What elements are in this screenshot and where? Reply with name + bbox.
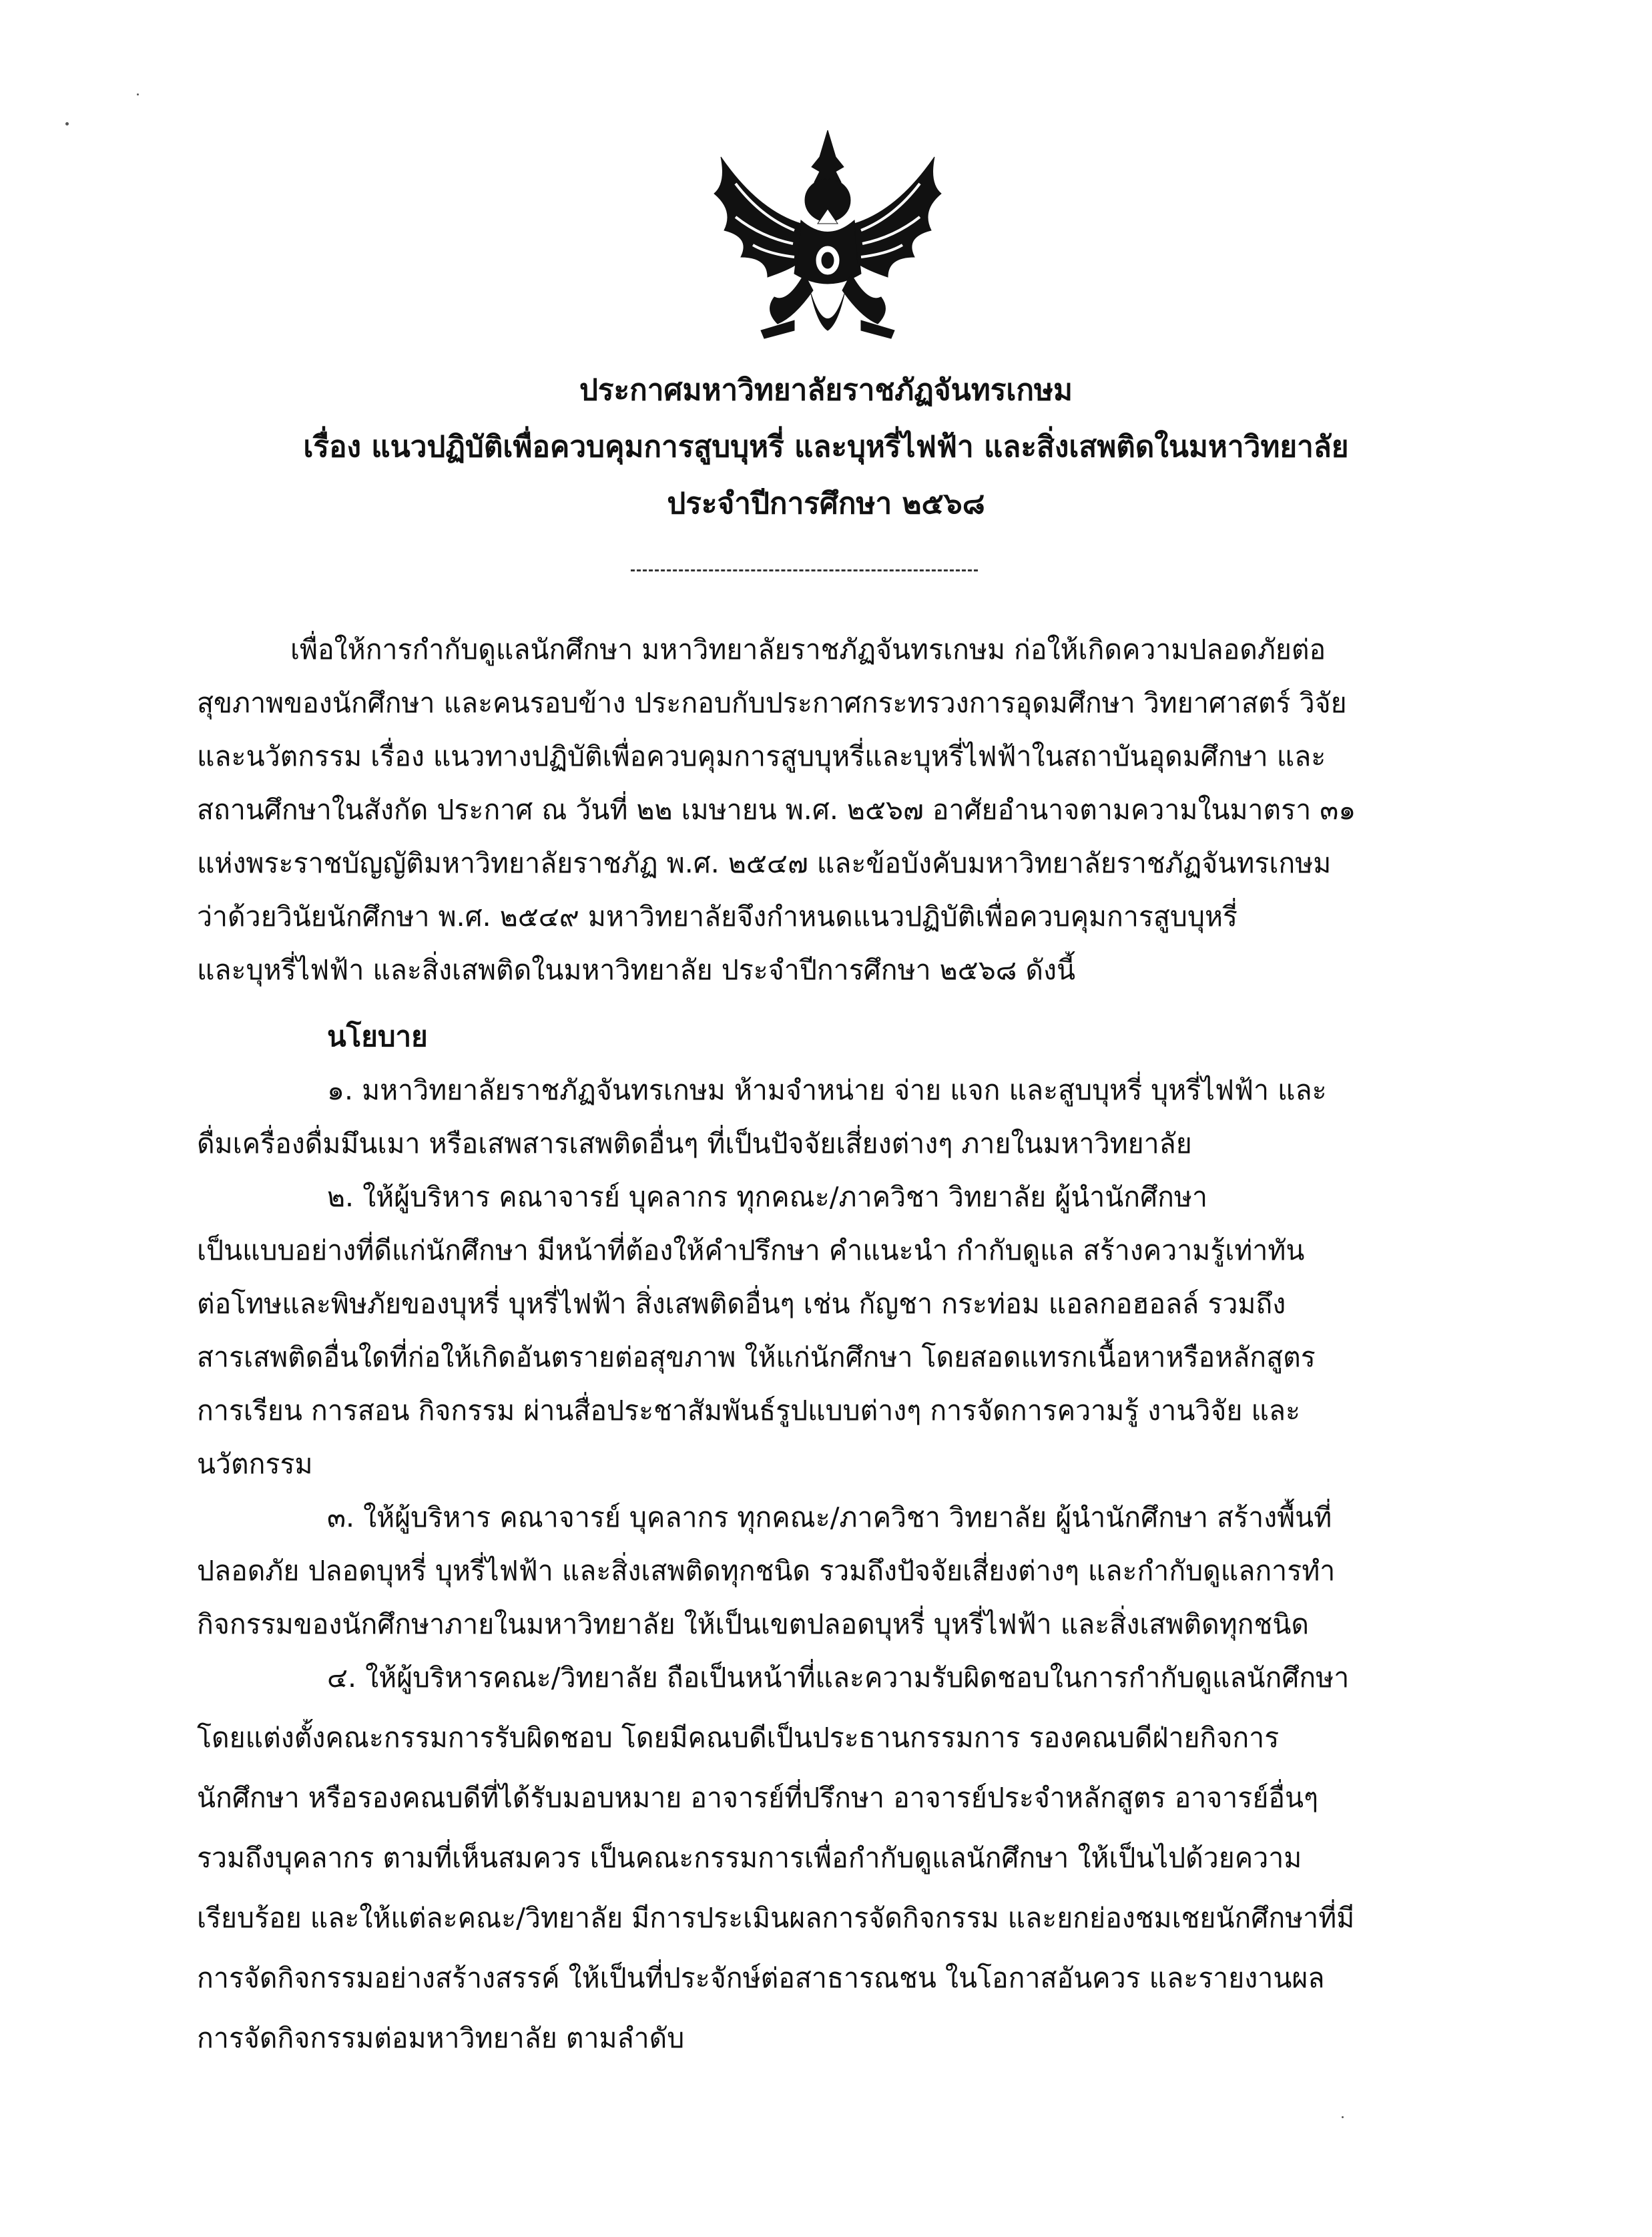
policy-line: นวัตกรรม [197,1448,313,1480]
scan-speck [1342,2116,1344,2118]
policy-line: ๓. ให้ผู้บริหาร คณาจารย์ บุคลากร ทุกคณะ/ภาควิชา วิทยาลัย ผู้นำนักศึกษา สร้างพื้นที่ [327,1501,1332,1533]
title-line-3: ประจำปีการศึกษา ๒๕๖๘ [667,487,985,521]
policy-line: การเรียน การสอน กิจกรรม ผ่านสื่อประชาสัมพันธ์รูปแบบต่างๆ การจัดการความรู้ งานวิจัย และ [197,1395,1301,1427]
intro-line: และนวัตกรรม เรื่อง แนวทางปฏิบัติเพื่อควบคุมการสูบบุหรี่และบุหรี่ไฟฟ้าในสถาบันอุดมศึกษา และ [197,740,1326,772]
policy-line: นักศึกษา หรือรองคณบดีที่ได้รับมอบหมาย อาจารย์ที่ปรึกษา อาจารย์ประจำหลักสูตร อาจารย์อื่นๆ [197,1782,1319,1814]
intro-line: ว่าด้วยวินัยนักศึกษา พ.ศ. ๒๕๔๙ มหาวิทยาลัยจึงกำหนดแนวปฏิบัติเพื่อควบคุมการสูบบุหรี่ [197,901,1238,933]
policy-line: เรียบร้อย และให้แต่ละคณะ/วิทยาลัย มีการประเมินผลการจัดกิจกรรม และยกย่องชมเชยนักศึกษาที่มี [197,1902,1355,1934]
intro-line: สุขภาพของนักศึกษา และคนรอบข้าง ประกอบกับประกาศกระทรวงการอุดมศึกษา วิทยาศาสตร์ วิจัย [197,687,1347,719]
policy-line: ๒. ให้ผู้บริหาร คณาจารย์ บุคลากร ทุกคณะ/ภาควิชา วิทยาลัย ผู้นำนักศึกษา [327,1181,1208,1213]
intro-line: เพื่อให้การกำกับดูแลนักศึกษา มหาวิทยาลัยราชภัฏจันทรเกษม ก่อให้เกิดความปลอดภัยต่อ [290,634,1326,666]
policy-line: กิจกรรมของนักศึกษาภายในมหาวิทยาลัย ให้เป็นเขตปลอดบุหรี่ บุหรี่ไฟฟ้า และสิ่งเสพติดทุกชนิด [197,1608,1309,1640]
policy-line: ๔. ให้ผู้บริหารคณะ/วิทยาลัย ถือเป็นหน้าที่และความรับผิดชอบในการกำกับดูแลนักศึกษา [327,1662,1350,1694]
policy-line: ปลอดภัย ปลอดบุหรี่ บุหรี่ไฟฟ้า และสิ่งเสพติดทุกชนิด รวมถึงปัจจัยเสี่ยงต่างๆ และกำกับดูแลการทำ [197,1555,1336,1587]
policy-line: รวมถึงบุคลากร ตามที่เห็นสมควร เป็นคณะกรรมการเพื่อกำกับดูแลนักศึกษา ให้เป็นไปด้วยความ [197,1842,1302,1874]
intro-line: สถานศึกษาในสังกัด ประกาศ ณ วันที่ ๒๒ เมษายน พ.ศ. ๒๕๖๗ อาศัยอำนาจตามความในมาตรา ๓๑ [197,794,1356,826]
policy-line: ดื่มเครื่องดื่มมึนเมา หรือเสพสารเสพติดอื่นๆ ที่เป็นปัจจัยเสี่ยงต่างๆ ภายในมหาวิทยาลัย [197,1128,1192,1160]
intro-line: แห่งพระราชบัญญัติมหาวิทยาลัยราชภัฏ พ.ศ. ๒๕๔๗ และข้อบังคับมหาวิทยาลัยราชภัฏจันทรเกษม [197,847,1332,879]
policy-line: เป็นแบบอย่างที่ดีแก่นักศึกษา มีหน้าที่ต้องให้คำปรึกษา คำแนะนำ กำกับดูแล สร้างความรู้เท่าทัน [197,1234,1305,1266]
scan-speck [137,93,139,95]
policy-line: สารเสพติดอื่นใดที่ก่อให้เกิดอันตรายต่อสุขภาพ ให้แก่นักศึกษา โดยสอดแทรกเนื้อหาหรือหลักสูตร [197,1341,1316,1373]
policy-line: ต่อโทษและพิษภัยของบุหรี่ บุหรี่ไฟฟ้า สิ่งเสพติดอื่นๆ เช่น กัญชา กระท่อม แอลกอฮอลล์ รวมถึง [197,1288,1286,1320]
title-line-1: ประกาศมหาวิทยาลัยราชภัฏจันทรเกษม [579,373,1073,407]
dashed-divider [631,569,978,571]
intro-line: และบุหรี่ไฟฟ้า และสิ่งเสพติดในมหาวิทยาลัย ประจำปีการศึกษา ๒๕๖๘ ดังนี้ [197,954,1076,986]
policy-line: การจัดกิจกรรมต่อมหาวิทยาลัย ตามลำดับ [197,2022,685,2054]
scan-speck [65,122,69,126]
title-line-2: เรื่อง แนวปฏิบัติเพื่อควบคุมการสูบบุหรี่ และบุหรี่ไฟฟ้า และสิ่งเสพติดในมหาวิทยาลัย [303,430,1349,464]
policy-line: การจัดกิจกรรมอย่างสร้างสรรค์ ให้เป็นที่ประจักษ์ต่อสาธารณชน ในโอกาสอันควร และรายงานผล [197,1962,1325,1994]
policy-line: โดยแต่งตั้งคณะกรรมการรับผิดชอบ โดยมีคณบดีเป็นประธานกรรมการ รองคณบดีฝ่ายกิจการ [197,1722,1280,1754]
policy-heading: นโยบาย [327,1020,428,1053]
garuda-emblem-icon [694,130,961,350]
policy-line: ๑. มหาวิทยาลัยราชภัฏจันทรเกษม ห้ามจำหน่าย จ่าย แจก และสูบบุหรี่ บุหรี่ไฟฟ้า และ [327,1074,1327,1106]
